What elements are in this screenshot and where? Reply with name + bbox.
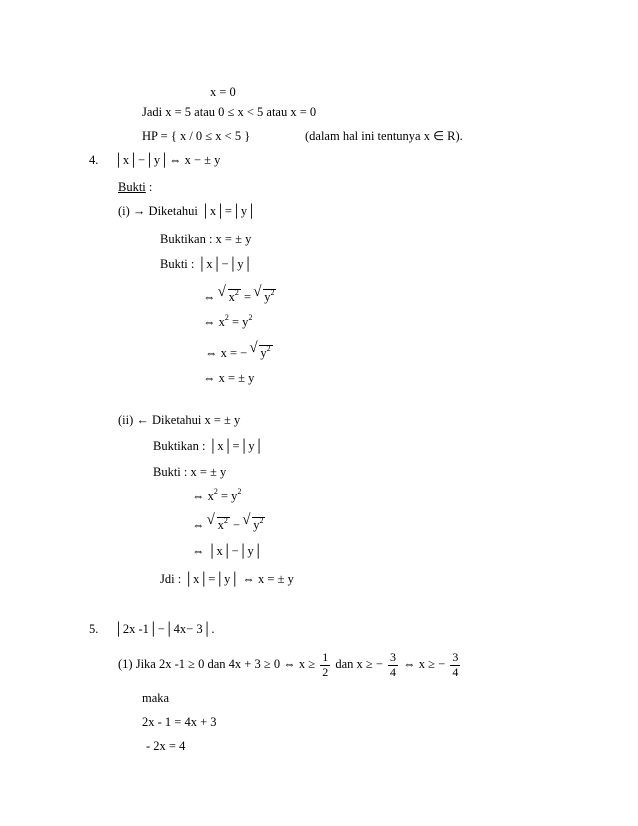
part-ii-step-1: ⇔ $x^2 = y^2$ bbox=[192, 487, 242, 503]
part-ii-step-2: ⇔ √ $x^2$ − √ $y^2$ bbox=[192, 517, 265, 532]
item-4-statement: │x│−│y│⇔ x − ± y bbox=[114, 153, 221, 167]
part-ii-heading: (ii) ← Diketahui x = ± y bbox=[118, 413, 241, 427]
part-i-heading: (i) → Diketahui │x│=│y│ bbox=[118, 204, 256, 218]
part-i-buktikan: Buktikan : x = ± y bbox=[160, 232, 252, 246]
part-i-bukti: Bukti : │x│−│y│ bbox=[160, 257, 253, 271]
line-hp-note: (dalam hal ini tentunya x ∈ R). bbox=[305, 129, 463, 143]
part-ii-step-3: ⇔ │x│−│y│ bbox=[192, 544, 263, 558]
equation-2: - 2x = 4 bbox=[146, 739, 186, 753]
maka-word: maka bbox=[142, 691, 170, 705]
item-number-4: 4. bbox=[89, 153, 99, 167]
bukti-word: Bukti bbox=[118, 180, 146, 194]
bukti-heading bbox=[118, 181, 152, 194]
item-5-statement: │2x -1│−│4x− 3│. bbox=[114, 622, 215, 636]
sqrt-y-squared: √ $y^2$ bbox=[254, 289, 276, 304]
line-jadi-x: Jadi x = 5 atau 0 ≤ x < 5 atau x = 0 bbox=[142, 105, 317, 119]
part-i-step-3: ⇔ x = − √ $y^2$ bbox=[205, 345, 273, 360]
part-i-step-4: ⇔ x = ± y bbox=[203, 371, 255, 385]
sqrt-y-squared: √ $y^2$ bbox=[243, 517, 265, 532]
part-ii-conclusion: Jdi : │x│=│y│ ⇔ x = ± y bbox=[160, 572, 294, 586]
part-ii-bukti: Bukti : x = ± y bbox=[153, 465, 227, 479]
part-ii-buktikan: Buktikan : │x│=│y│ bbox=[153, 439, 264, 453]
fraction-one-half: $\frac{1}{2}$ bbox=[322, 650, 329, 679]
line-hp-set: HP = { x / 0 ≤ x < 5 } bbox=[142, 129, 251, 143]
equiv-symbol: ⇔ bbox=[203, 290, 216, 304]
case-1-condition: (1) Jika 2x -1 ≥ 0 dan 4x + 3 ≥ 0 ⇔ x ≥ $\frac{1}{2}$ dan x ≥ − $\frac{3}{4}$ ⇔ x ≥ − $\frac{3}{4}$ bbox=[118, 650, 459, 679]
sqrt-y-squared: √ $y^2$ bbox=[250, 345, 272, 360]
bukti-colon: : bbox=[145, 180, 153, 194]
line-x-equals-zero: x = 0 bbox=[210, 85, 236, 99]
sqrt-x-squared: √ $x^2$ bbox=[219, 289, 241, 304]
part-i-step-2: ⇔ $x^2 = y^2$ bbox=[203, 313, 253, 329]
item-number-5: 5. bbox=[89, 622, 99, 636]
fraction-three-quarters: $\frac{3}{4}$ bbox=[452, 650, 459, 679]
equation-1: 2x - 1 = 4x + 3 bbox=[142, 715, 217, 729]
equals: = bbox=[240, 290, 255, 304]
fraction-three-quarters: $\frac{3}{4}$ bbox=[390, 650, 397, 679]
part-i-step-1 bbox=[203, 289, 276, 304]
sqrt-x-squared: √ $x^2$ bbox=[208, 517, 230, 532]
